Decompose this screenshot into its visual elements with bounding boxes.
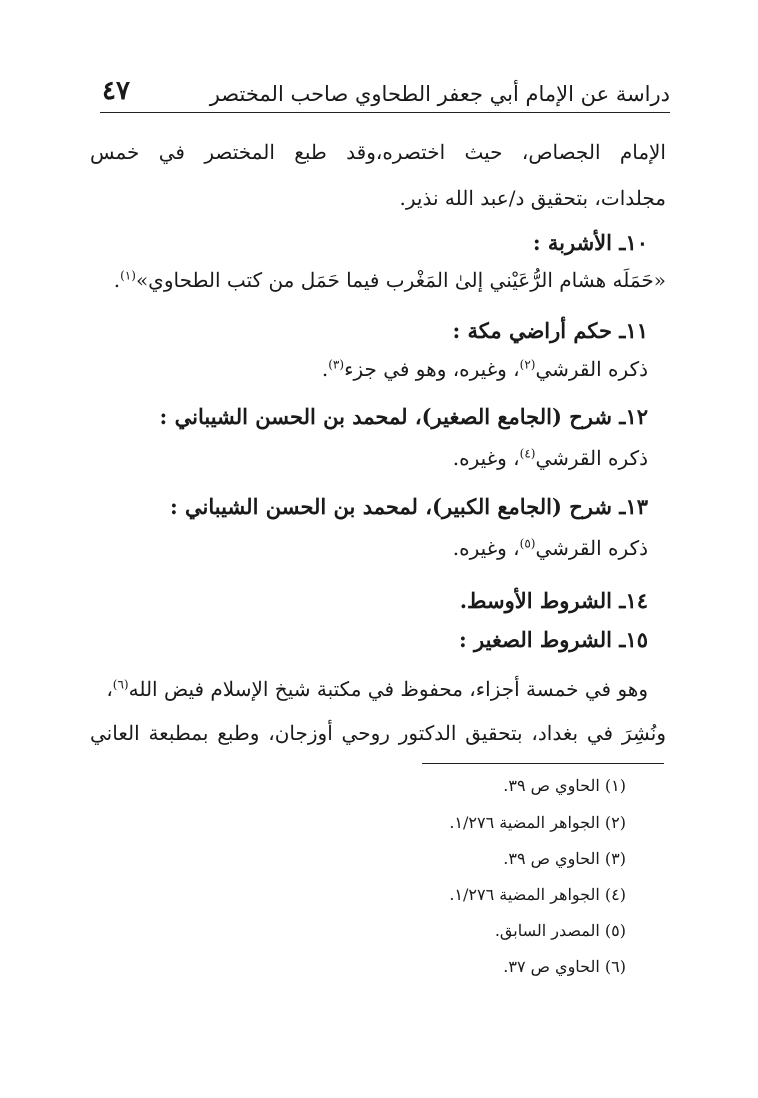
- footnote-separator: [422, 763, 664, 764]
- footnote-ref-3: (٣): [328, 357, 345, 372]
- footnote-6: (٦) الحاوي ص ٣٧.: [503, 957, 626, 976]
- item-13-heading: ١٣ـ شرح (الجامع الكبير)، لمحمد بن الحسن الشيباني :: [169, 494, 648, 519]
- item-15-heading: ١٥ـ الشروط الصغير :: [458, 627, 648, 652]
- footnote-ref-2: (٢): [519, 357, 536, 372]
- body-line-2: مجلدات، بتحقيق د/عبد الله نذير.: [399, 186, 666, 210]
- item-12-text: [90, 446, 648, 470]
- footnote-ref-5: (٥): [519, 536, 536, 551]
- item-11-text: [90, 357, 648, 381]
- footnote-5: (٥) المصدر السابق.: [494, 921, 626, 940]
- item-14-heading: ١٤ـ الشروط الأوسط.: [459, 588, 648, 613]
- footnote-ref-4: (٤): [519, 446, 536, 461]
- item-15-text-1b: ،: [106, 677, 113, 701]
- page-number: ٤٧: [102, 76, 130, 106]
- item-10-quote: «حَمَلَه هشام الرُّعَيْني إلىٰ المَغْرب فيما حَمَل من كتب الطحاوي»: [135, 268, 666, 292]
- item-15-text-1a: وهو في خمسة أجزاء، محفوظ في مكتبة شيخ الإسلام فيض الله: [128, 677, 648, 701]
- item-15-text-line-1: [90, 677, 648, 701]
- item-10-text: [90, 268, 666, 292]
- item-11-text-a: ذكره القرشي: [535, 357, 648, 381]
- footnote-ref-1: (١): [120, 268, 136, 283]
- item-12-heading: ١٢ـ شرح (الجامع الصغير)، لمحمد بن الحسن الشيباني :: [159, 404, 648, 429]
- item-13-text-b: ، وغيره.: [452, 536, 520, 560]
- footnote-4: (٤) الجواهر المضية ١/٢٧٦.: [449, 885, 626, 904]
- footnote-ref-6: (٦): [112, 677, 129, 692]
- item-13-text: [90, 536, 648, 560]
- footnote-2: (٢) الجواهر المضية ١/٢٧٦.: [449, 813, 626, 832]
- footnote-1: (١) الحاوي ص ٣٩.: [503, 776, 626, 795]
- item-11-heading: ١١ـ حكم أراضي مكة :: [452, 318, 648, 343]
- footnote-3: (٣) الحاوي ص ٣٩.: [503, 849, 626, 868]
- item-10-heading: ١٠ـ الأشربة :: [532, 230, 648, 255]
- item-10-end: .: [113, 268, 121, 292]
- item-11-end: .: [321, 357, 329, 381]
- body-line-1: الإمام الجصاص، حيث اختصره،وقد طبع المختصر في خمس: [90, 140, 666, 164]
- page-header: [100, 74, 670, 113]
- item-11-text-b: ، وغيره، وهو في جزء: [344, 357, 520, 381]
- item-12-text-b: ، وغيره.: [452, 446, 520, 470]
- item-15-text-line-2: ونُشِرَ في بغداد، بتحقيق الدكتور روحي أوزجان، وطبع بمطبعة العاني: [90, 721, 666, 745]
- running-title: دراسة عن الإمام أبي جعفر الطحاوي صاحب المختصر: [209, 82, 670, 106]
- item-13-text-a: ذكره القرشي: [535, 536, 648, 560]
- item-12-text-a: ذكره القرشي: [535, 446, 648, 470]
